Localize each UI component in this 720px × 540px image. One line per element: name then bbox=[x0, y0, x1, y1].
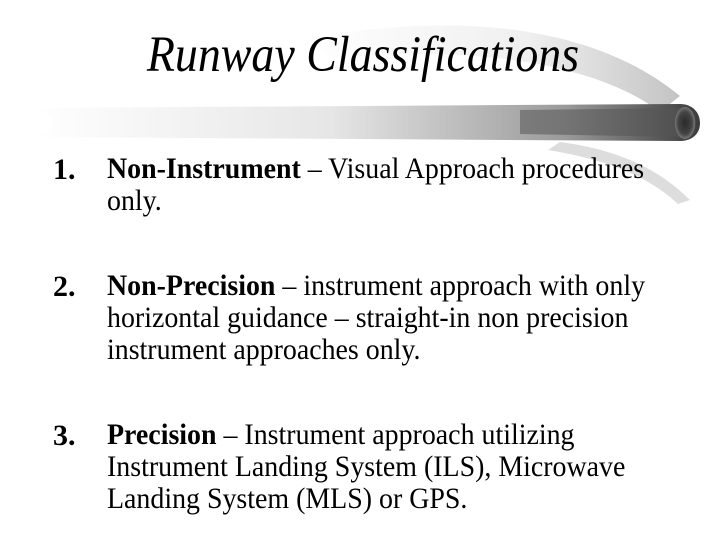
item-term: Non-Instrument bbox=[107, 152, 301, 185]
item-text: instrument approach with only bbox=[303, 269, 646, 302]
item-text: Landing System (MLS) or GPS. bbox=[107, 482, 468, 515]
item-text: Visual Approach procedures bbox=[328, 152, 645, 185]
item-first-line bbox=[107, 270, 661, 302]
item-separator: – bbox=[300, 152, 329, 185]
item-body bbox=[107, 270, 661, 366]
item-text: only. bbox=[107, 184, 162, 217]
item-number: 3. bbox=[53, 419, 76, 452]
item-number: 2. bbox=[53, 270, 76, 303]
item-text: Instrument Landing System (ILS), Microwave bbox=[107, 450, 626, 483]
item-body bbox=[107, 419, 661, 515]
item-first-line bbox=[107, 419, 661, 451]
item-text: horizontal guidance – straight-in non precision bbox=[107, 301, 629, 334]
item-separator: – bbox=[216, 418, 245, 451]
item-text: instrument approaches only. bbox=[107, 333, 421, 366]
item-body bbox=[107, 153, 661, 217]
item-text: Instrument approach utilizing bbox=[244, 418, 575, 451]
item-term: Non-Precision bbox=[107, 269, 276, 302]
item-term: Precision bbox=[107, 418, 217, 451]
slide-title: Runway Classifications bbox=[146, 27, 580, 83]
item-number: 1. bbox=[53, 153, 76, 186]
item-first-line bbox=[107, 153, 661, 185]
item-separator: – bbox=[275, 269, 304, 302]
